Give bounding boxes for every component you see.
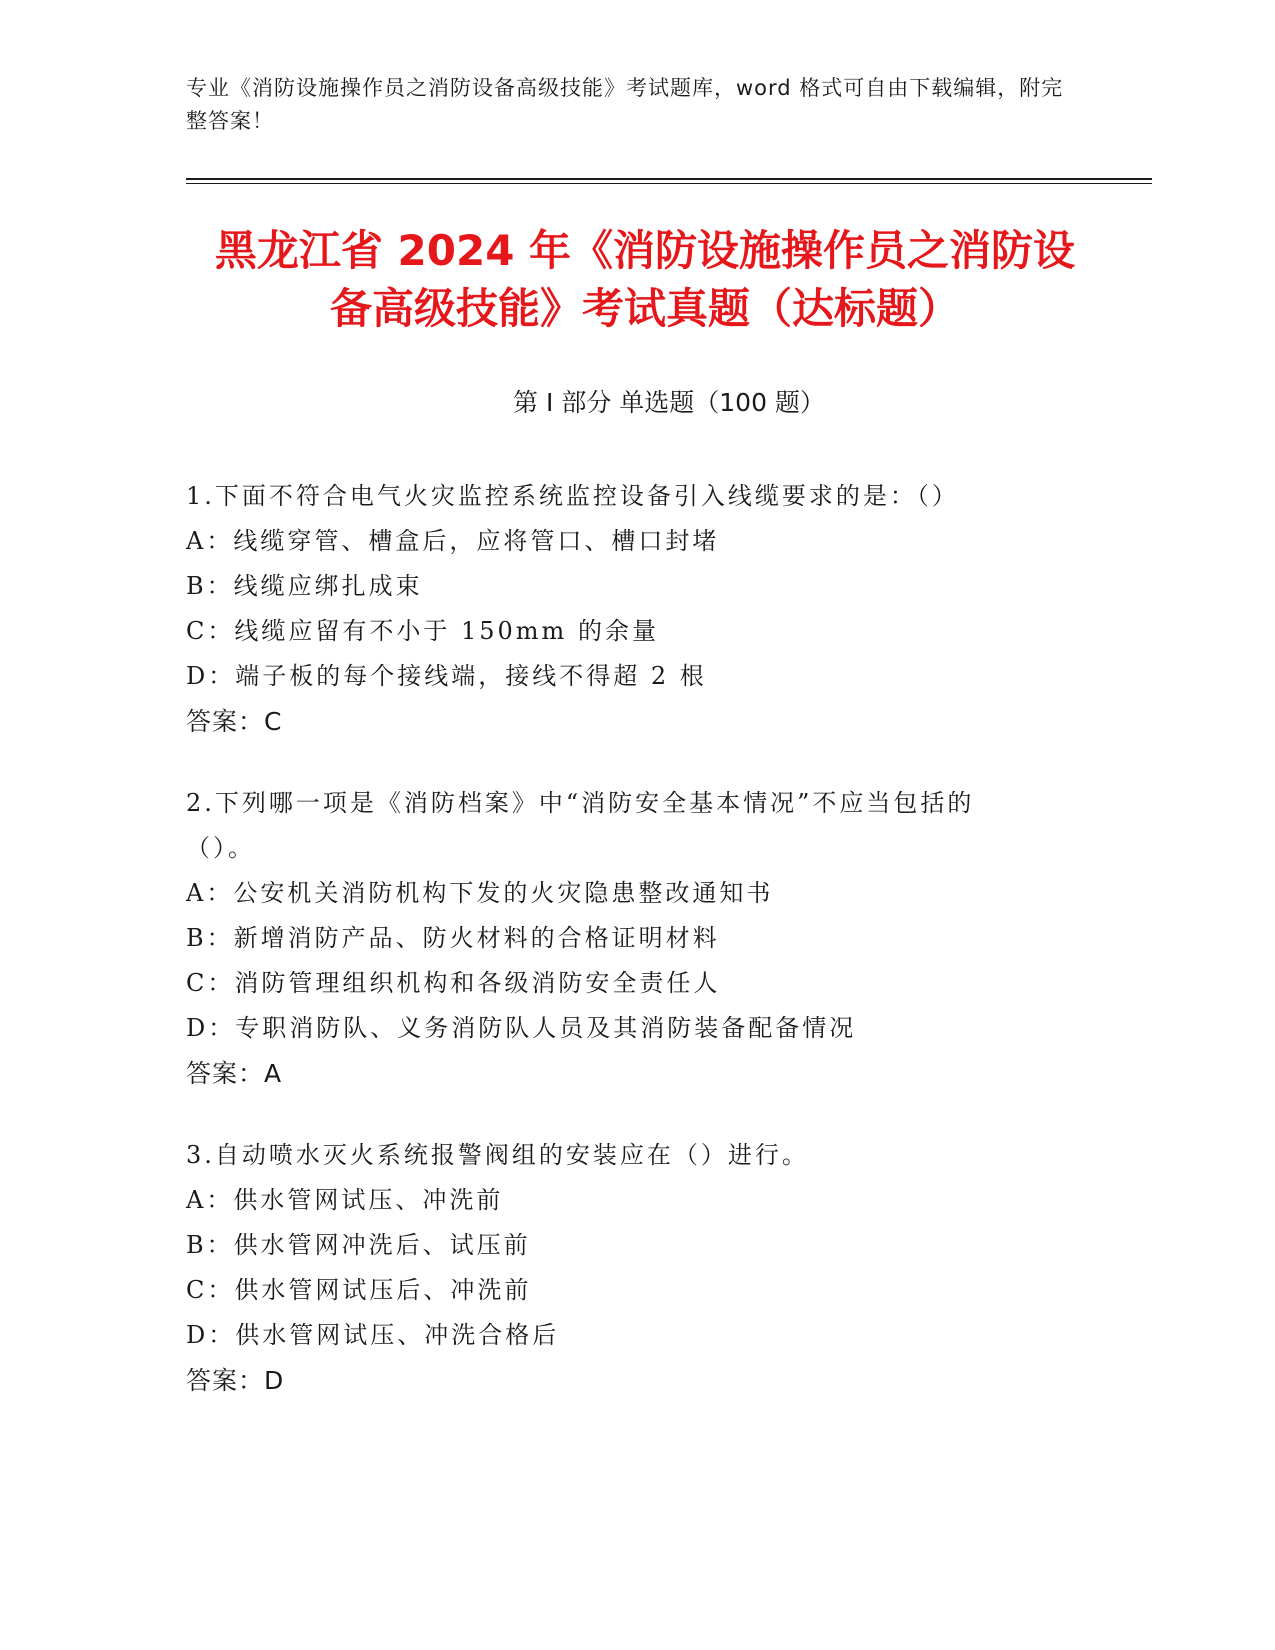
header-note: 专业《消防设施操作员之消防设备高级技能》考试题库，word 格式可自由下载编辑，附完整答案！ [186,76,1064,133]
header-rule-thin [186,183,1152,184]
option-c: C：供水管网试压后、冲洗前 [186,1276,532,1304]
option-b: B：供水管网冲洗后、试压前 [186,1231,531,1259]
answer: 答案：C [186,707,283,736]
option-a: A：公安机关消防机构下发的火灾隐患整改通知书 [186,879,774,907]
header-rule-thick [186,178,1152,180]
option-d: D：供水管网试压、冲洗合格后 [186,1321,560,1349]
question-stem-continued: （）。 [186,834,255,862]
question-3 [186,1133,1086,1403]
option-c: C：消防管理组织机构和各级消防安全责任人 [186,969,721,997]
question-1 [186,474,1086,744]
option-a: A：供水管网试压、冲洗前 [186,1186,504,1214]
option-b: B：新增消防产品、防火材料的合格证明材料 [186,924,720,952]
option-a: A：线缆穿管、槽盒后，应将管口、槽口封堵 [186,527,720,555]
answer: 答案：D [186,1366,285,1395]
option-d: D：专职消防队、义务消防队人员及其消防装备配备情况 [186,1014,857,1042]
question-stem: 2.下列哪一项是《消防档案》中“消防安全基本情况”不应当包括的 [186,789,975,817]
answer: 答案：A [186,1059,283,1088]
title-line-2: 备高级技能》考试真题（达标题） [329,284,960,333]
title-line-1: 黑龙江省 2024 年《消防设施操作员之消防设 [214,226,1076,275]
document-title [180,222,1110,338]
question-list [186,474,1086,1440]
option-c: C：线缆应留有不小于 150mm 的余量 [186,617,659,645]
question-stem: 1.下面不符合电气火灾监控系统监控设备引入线缆要求的是：（） [186,482,959,510]
section-title: 第 I 部分 单选题（100 题） [513,388,825,417]
question-2 [186,781,1086,1096]
option-b: B：线缆应绑扎成束 [186,572,423,600]
option-d: D：端子板的每个接线端，接线不得超 2 根 [186,662,707,690]
question-stem: 3.自动喷水灭火系统报警阀组的安装应在（）进行。 [186,1141,809,1169]
